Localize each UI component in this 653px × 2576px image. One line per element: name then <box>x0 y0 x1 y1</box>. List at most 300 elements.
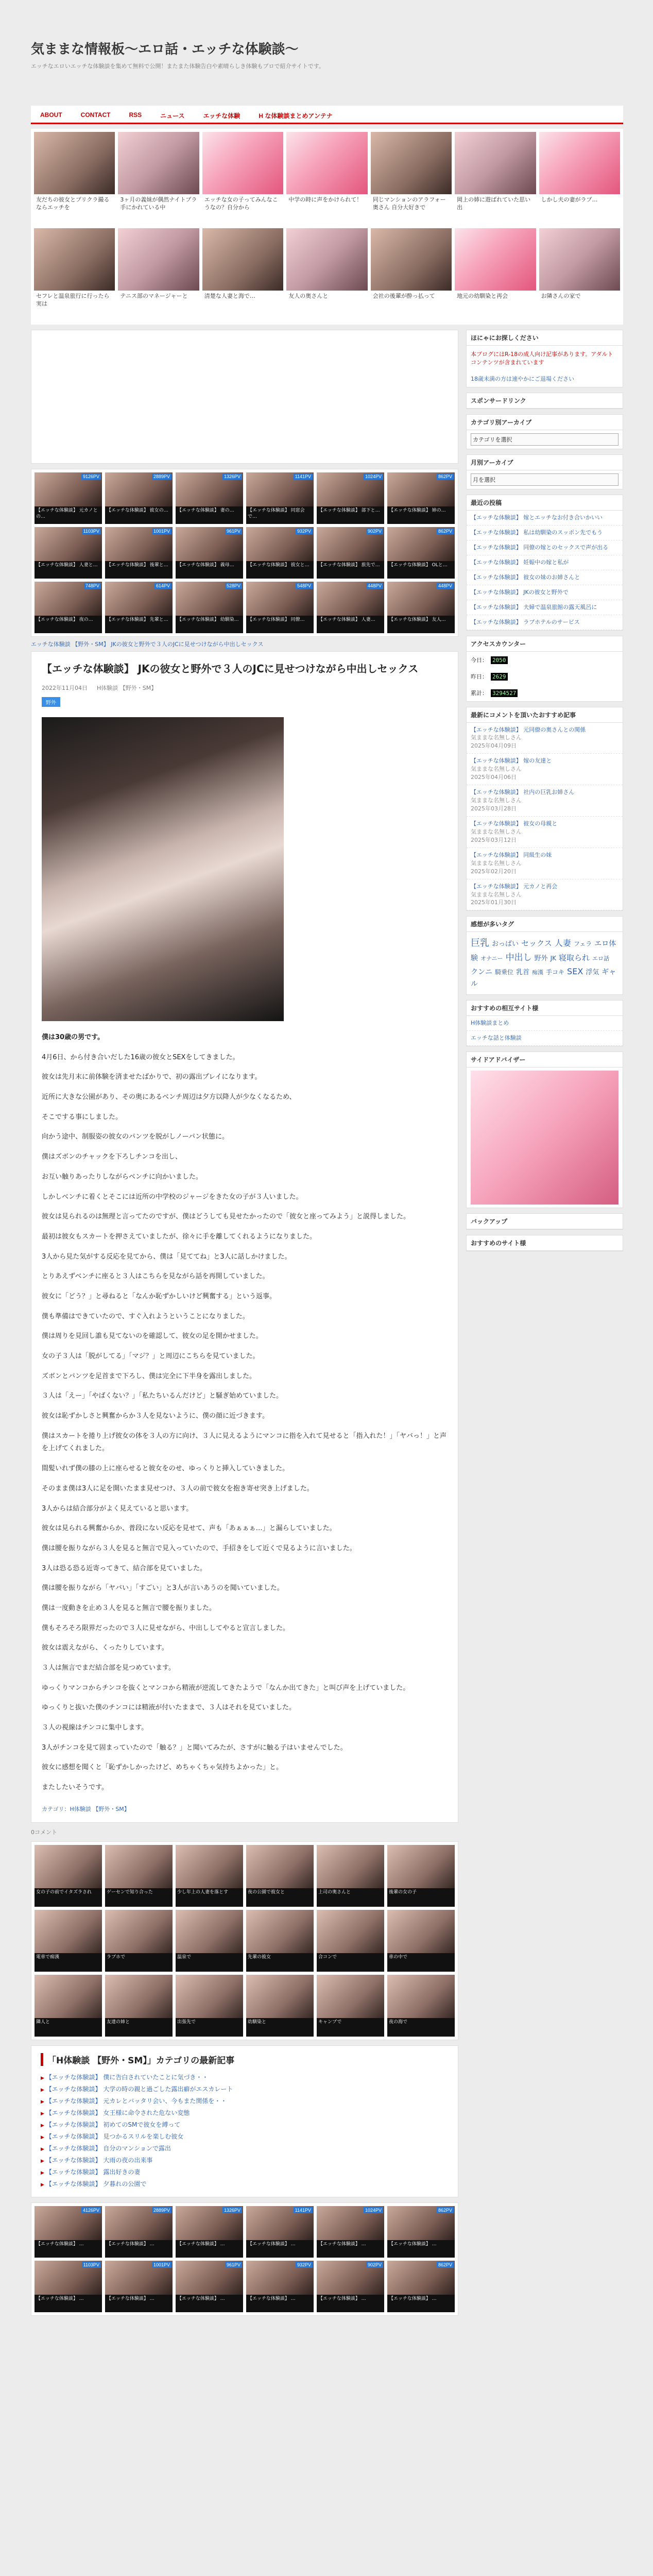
thumb-caption: 中学の時に声をかけられて！ <box>286 194 367 225</box>
pv-card[interactable] <box>176 527 243 579</box>
tag-link[interactable]: 乳首 <box>516 969 530 977</box>
related-card[interactable] <box>105 1975 173 2037</box>
tag-cloud <box>467 932 623 994</box>
pv-caption: 【エッチな体験談】 同僚… <box>246 616 314 633</box>
thumb-image <box>371 228 452 291</box>
pv-card[interactable] <box>35 2261 102 2312</box>
pv-badge: 2889PV <box>152 473 171 480</box>
nav-contact[interactable]: CONTACT <box>80 111 111 118</box>
thumb-image <box>286 132 367 194</box>
pv-card[interactable] <box>317 472 384 524</box>
article-paragraph: 彼女に「どう？」と尋ねると「なんか恥ずかしいけど興奮する」という返事。 <box>42 1292 277 1300</box>
comment-item[interactable] <box>467 785 623 817</box>
thumb-caption: お隣さんの家で <box>539 291 620 321</box>
recommended-link[interactable]: エッチな話と体験談 <box>467 1031 623 1046</box>
top-thumbnail-grid <box>31 129 623 325</box>
nav-news[interactable]: ニュース <box>160 112 185 120</box>
related-caption: 夜の海で <box>387 2018 455 2037</box>
top-thumb[interactable] <box>371 132 452 225</box>
top-thumb[interactable] <box>286 132 367 225</box>
article <box>31 651 458 1823</box>
comment-item[interactable] <box>467 723 623 754</box>
related-caption: 合コンで <box>317 1953 384 1972</box>
sidebar-recommended2 <box>466 1235 623 1251</box>
related-caption: 出張先で <box>176 2018 243 2037</box>
related-thumb-image <box>317 1910 384 1953</box>
thumb-image <box>455 132 536 194</box>
pv-badge: 1001PV <box>152 2262 171 2268</box>
article-paragraph: 4月6日、から付き合いだした16歳の彼女とSEXをしてきました。 <box>42 1053 239 1061</box>
tag-link[interactable]: エロ体験 <box>471 940 616 963</box>
pv-card[interactable] <box>317 2206 384 2258</box>
sidebar-notice-box <box>466 330 623 387</box>
comment-title[interactable]: 【エッチな体験談】 彼女の母親と <box>471 820 558 827</box>
pv-card[interactable] <box>35 472 102 524</box>
article-date: 2022年11月04日 <box>42 685 88 691</box>
article-paragraph: 彼女に感想を聞くと「恥ずかしかったけど、めちゃくちゃ気持ちよかった」と。 <box>42 1764 283 1772</box>
related-thumb-image <box>35 1845 102 1888</box>
related-thumb-image <box>387 1845 455 1888</box>
thumb-caption: テニス部のマネージャーと <box>118 291 199 321</box>
pv-caption: 【エッチな体験談】 … <box>176 2240 243 2258</box>
article-paragraph: 彼女は見られる興奮からか、普段にない反応を見せて、声も「あぁぁぁ…」と漏らしていました。 <box>42 1524 336 1533</box>
thumb-image <box>202 132 283 194</box>
article-paragraph: お互い触りあったりしながらベンチに向かいました。 <box>42 1173 202 1181</box>
pv-caption: 【エッチな体験談】 同窓会で… <box>246 506 314 524</box>
latest-item[interactable]: ▶ 【エッチな体験談】 露出好きの妻 <box>41 2166 449 2178</box>
pv-caption: 【エッチな体験談】 旅先で… <box>317 561 384 579</box>
tag-link[interactable]: 人妻 <box>554 938 571 948</box>
article-paragraph: 僕は一度動きを止め３人を見ると無言で腰を振りました。 <box>42 1604 216 1612</box>
pv-caption: 【エッチな体験談】 … <box>105 2240 173 2258</box>
pv-caption: 【エッチな体験談】 妻の… <box>176 506 243 524</box>
ad-area[interactable] <box>31 330 458 464</box>
thumb-image <box>539 228 620 291</box>
related-caption: ラブホで <box>105 1953 173 1972</box>
comment-author: 気ままな名無しさん <box>471 859 522 867</box>
comment-title[interactable]: 【エッチな体験談】 嫁の友達と <box>471 757 552 765</box>
pv-card[interactable] <box>176 2261 243 2312</box>
article-paragraph: 僕は腰を振りながら３人を見ると無言で見入っていたので、手招きをして近くで見るように言いました。 <box>42 1544 356 1552</box>
pv-card[interactable] <box>105 2261 173 2312</box>
article-paragraph: 僕も準備はできていたので、すぐ入れようということになりました。 <box>42 1312 249 1320</box>
tag-link[interactable]: 痴漢 <box>532 969 544 976</box>
pv-caption: 【エッチな体験談】 彼女と… <box>246 561 314 579</box>
counter-total-label: 累計： <box>471 689 488 697</box>
related-caption: ゲーセンで知り合った <box>105 1888 173 1907</box>
article-paragraph: 僕は30歳の男です。 <box>42 1033 105 1041</box>
pv-badge: 862PV <box>437 473 454 480</box>
article-paragraph: そこでする事にしました。 <box>42 1113 123 1121</box>
related-caption: 車の中で <box>387 1953 455 1972</box>
pv-card[interactable] <box>387 582 455 633</box>
article-category[interactable]: H体験談 【野外・SM】 <box>97 685 157 691</box>
tag-link[interactable]: 騎乗位 <box>495 969 514 976</box>
top-thumb[interactable] <box>371 228 452 321</box>
article-paragraph: ゆっくりと抜いた僕のチンコには精液が付いたままで、３人はそれを見ていました。 <box>42 1704 296 1712</box>
recommended-list <box>467 1016 623 1046</box>
pv-card[interactable] <box>35 2206 102 2258</box>
related-thumb-image <box>176 1975 243 2018</box>
thumb-caption: セフレと温泉旅行に行ったら実は <box>34 291 115 321</box>
sidebar-recent-title: 最近の投稿 <box>467 495 623 511</box>
comment-item[interactable] <box>467 754 623 785</box>
pv-caption: 【エッチな体験談】 … <box>317 2240 384 2258</box>
thumb-caption: 地元の幼馴染と再会 <box>455 291 536 321</box>
pv-card[interactable] <box>246 2206 314 2258</box>
related-card[interactable] <box>176 1910 243 1972</box>
category-select[interactable]: カテゴリを選択 <box>471 433 618 446</box>
sidebar-side-ad <box>466 1052 623 1208</box>
pv-caption: 【エッチな体験談】 … <box>387 2240 455 2258</box>
recent-post-link[interactable]: 【エッチな体験談】 彼女の妹のお姉さんと <box>467 570 623 585</box>
related-card[interactable] <box>35 1845 102 1907</box>
related-thumb-image <box>105 1910 173 1953</box>
comment-item[interactable] <box>467 848 623 879</box>
article-paragraph: ３人は無言でまだ結合部を見つめています。 <box>42 1664 175 1672</box>
tag-link[interactable]: エロ話 <box>592 955 610 962</box>
related-card[interactable] <box>176 1975 243 2037</box>
pv-card[interactable] <box>317 582 384 633</box>
pv-card[interactable] <box>105 527 173 579</box>
thumb-image <box>118 228 199 291</box>
top-thumb[interactable] <box>34 228 115 321</box>
related-caption: 隣人と <box>35 2018 102 2037</box>
article-tag[interactable]: 野外 <box>42 697 60 707</box>
pv-badge: 1001PV <box>152 528 171 534</box>
recent-post-link[interactable]: 【エッチな体験談】 夫婦で温泉旅館の露天風呂に <box>467 600 623 615</box>
tag-link[interactable]: JK <box>550 955 556 962</box>
article-paragraph: 3人からは結合部分がよく見えていると思います。 <box>42 1504 193 1513</box>
related-caption: 女の子の前でイタズラされ <box>35 1888 102 1907</box>
pv-card[interactable] <box>387 527 455 579</box>
side-ad-banner[interactable] <box>471 1071 618 1205</box>
comment-item[interactable] <box>467 817 623 848</box>
article-category-line[interactable]: カテゴリ：H体験談 【野外・SM】 <box>42 1805 130 1812</box>
top-thumb[interactable] <box>539 132 620 225</box>
related-card[interactable] <box>387 1975 455 2037</box>
article-body <box>42 1031 448 1794</box>
related-card[interactable] <box>176 1845 243 1907</box>
related-card[interactable] <box>105 1845 173 1907</box>
tag-link[interactable]: 巨乳 <box>471 938 489 949</box>
pv-caption: 【エッチな体験談】 夜の… <box>35 616 102 633</box>
related-grid <box>31 1841 458 2040</box>
latest-item[interactable]: ▶ 【エッチな体験談】 女王様に命令された危ない変態 <box>41 2107 449 2119</box>
thumb-caption: 友人の奥さんと <box>286 291 367 321</box>
related-thumb-image <box>35 1910 102 1953</box>
pv-badge: 862PV <box>437 528 454 534</box>
pv-caption: 【エッチな体験談】 OLと… <box>387 561 455 579</box>
top-thumb[interactable] <box>455 228 536 321</box>
related-card[interactable] <box>387 1845 455 1907</box>
pv-card[interactable] <box>176 472 243 524</box>
related-card[interactable] <box>246 1845 314 1907</box>
related-caption: 幼馴染と <box>246 2018 314 2037</box>
article-paragraph: 彼女は先月末に前体験を済ませたばかりで、初の露出プレイになります。 <box>42 1073 262 1081</box>
related-thumb-image <box>246 1975 314 2018</box>
top-thumb[interactable] <box>202 228 283 321</box>
top-thumb[interactable] <box>286 228 367 321</box>
site-header <box>31 39 623 70</box>
article-paragraph: 女の子３人は「脱がしてる」「マジ？」と周辺にこちらを見ていました。 <box>42 1352 260 1360</box>
pv-card[interactable] <box>246 472 314 524</box>
thumb-image <box>118 132 199 194</box>
sidebar <box>466 330 623 1257</box>
sidebar-month-archive <box>466 454 623 489</box>
article-hero-image <box>42 717 284 1021</box>
top-thumb[interactable] <box>34 132 115 225</box>
pv-card[interactable] <box>246 582 314 633</box>
pv-badge: 9126PV <box>81 473 101 480</box>
sidebar-backup-title: バックアップ <box>467 1214 623 1229</box>
tag-link[interactable]: 浮気 <box>586 969 599 977</box>
article-paragraph: 僕はズボンのチャックを下ろしチンコを出し、 <box>42 1153 182 1161</box>
sidebar-category-archive <box>466 414 623 449</box>
pv-caption: 【エッチな体験談】 幼馴染… <box>176 616 243 633</box>
related-card[interactable] <box>246 1910 314 1972</box>
related-caption: 電車で痴漢 <box>35 1953 102 1972</box>
tag-link[interactable]: 中出し <box>505 953 532 963</box>
pv-caption: 【エッチな体験談】 … <box>387 2295 455 2312</box>
pv-card[interactable] <box>35 582 102 633</box>
pv-ranking-grid <box>31 469 458 637</box>
comment-title[interactable]: 【エッチな体験談】 元同僚の奥さんとの関係 <box>471 726 586 733</box>
pv-card[interactable] <box>176 582 243 633</box>
pv-badge: 1141PV <box>294 473 313 480</box>
pv-badge: 748PV <box>84 583 101 589</box>
counter-yesterday-value: 2629 <box>491 673 508 681</box>
top-thumb[interactable] <box>539 228 620 321</box>
related-thumb-image <box>317 1975 384 2018</box>
tag-link[interactable]: 寝取られ <box>559 953 590 963</box>
pv-card[interactable] <box>317 527 384 579</box>
article-paragraph: 最初は彼女もスカートを押さえていましたが、徐々に手を離してくれるようになりました。 <box>42 1232 317 1241</box>
related-card[interactable] <box>246 1975 314 2037</box>
thumb-image <box>34 228 115 291</box>
article-paragraph: 彼女は震えながら、くったりしています。 <box>42 1644 168 1652</box>
article-paragraph: 3人がチンコを見て固まっていたので「触る？」と聞いてみたが、さすがに触る子はいませんでした。 <box>42 1743 347 1752</box>
comment-date: 2025年01月30日 <box>471 899 517 906</box>
pv-card[interactable] <box>387 2261 455 2312</box>
pv-card[interactable] <box>387 2206 455 2258</box>
sidebar-recommended-title: おすすめの相互サイト様 <box>467 1001 623 1016</box>
comment-date: 2025年04月06日 <box>471 774 517 781</box>
top-thumb[interactable] <box>202 132 283 225</box>
pv-caption: 【エッチな体験談】 先輩と… <box>105 616 173 633</box>
pv-card[interactable] <box>105 582 173 633</box>
article-paragraph: 3人は恐る恐る近寄ってきて、結合部を見ていました。 <box>42 1564 207 1572</box>
related-caption: 先輩の彼女 <box>246 1953 314 1972</box>
tag-link[interactable]: セックス <box>521 939 552 948</box>
tag-link[interactable]: 野外 <box>534 955 548 963</box>
tag-link[interactable]: フェラ <box>573 940 592 948</box>
pv-caption: 【エッチな体験談】 … <box>35 2295 102 2312</box>
related-card[interactable] <box>317 1975 384 2037</box>
article-title: 【エッチな体験談】 JKの彼女と野外で３人のJCに見せつけながら中出しセックス <box>42 663 419 675</box>
tag-link[interactable]: SEX <box>567 967 583 977</box>
breadcrumb[interactable]: エッチな体験談 【野外・SM】 JKの彼女と野外で３人のJCに見せつけながら中出しセックス <box>31 641 264 648</box>
latest-item[interactable]: ▶ 【エッチな体験談】 大雨の夜の出来事 <box>41 2154 449 2166</box>
pv-card[interactable] <box>35 527 102 579</box>
comment-date: 2025年03月12日 <box>471 836 517 843</box>
related-thumb-image <box>387 1910 455 1953</box>
counter-today-value: 2050 <box>491 656 508 664</box>
recent-post-link[interactable]: 【エッチな体験談】 JKの彼女と野外で <box>467 585 623 600</box>
sidebar-tags-title: 感想が多いタグ <box>467 917 623 932</box>
sidebar-age-link[interactable]: 18歳未満の方は速やかにご退場ください <box>471 376 574 382</box>
pv-badge: 1141PV <box>294 2207 313 2213</box>
thumb-image <box>371 132 452 194</box>
related-card[interactable] <box>317 1910 384 1972</box>
nav-rss[interactable]: RSS <box>129 111 142 118</box>
pv-badge: 1326PV <box>222 2207 242 2213</box>
comment-title[interactable]: 【エッチな体験談】 同級生の妹 <box>471 851 552 858</box>
sidebar-counter <box>466 636 623 702</box>
related-caption: 温泉で <box>176 1953 243 1972</box>
sidebar-comments-title: 最新にコメントを頂いたおすすめ記事 <box>467 707 623 723</box>
article-paragraph: 彼女は恥ずかしさと興奮からか３人を見ないように、僕の顔に近づきます。 <box>42 1412 269 1420</box>
pv-caption: 【エッチな体験談】 … <box>35 2240 102 2258</box>
comment-title[interactable]: 【エッチな体験談】 社内の巨乳お姉さん <box>471 789 575 796</box>
recent-list <box>467 511 623 630</box>
nav-antenna[interactable]: H な体験談まとめアンテナ <box>259 112 333 120</box>
recent-post-link[interactable]: 【エッチな体験談】 ラブホテルのサービス <box>467 615 623 630</box>
pv-badge: 932PV <box>296 2262 313 2268</box>
site-title[interactable]: 気ままな情報板〜エロ話・エッチな体験談〜 <box>31 42 299 57</box>
related-card[interactable] <box>105 1910 173 1972</box>
comment-author: 気ままな名無しさん <box>471 891 522 898</box>
sidebar-search-title: ほにゃにお探しください <box>467 330 623 346</box>
related-caption: 少し年上の人妻を落とす <box>176 1888 243 1907</box>
related-thumb-image <box>176 1910 243 1953</box>
related-caption: 後輩の女の子 <box>387 1888 455 1907</box>
pv-card[interactable] <box>176 2206 243 2258</box>
tag-link[interactable]: おっぱい <box>492 940 519 948</box>
pv-caption: 【エッチな体験談】 義母… <box>176 561 243 579</box>
latest-item[interactable]: ▶ 【エッチな体験談】 夕暮れの公園で <box>41 2178 449 2190</box>
thumb-caption: 3ヶ月の義妹が偶然ナイトブラ手にかれている中 <box>118 194 199 225</box>
top-thumb[interactable] <box>455 132 536 225</box>
latest-item[interactable]: ▶ 【エッチな体験談】 大学の時の親と過ごした露出癖がエスカレート <box>41 2083 449 2095</box>
latest-item[interactable]: ▶ 【エッチな体験談】 元カレとバッタリ会い、今もまた関係を・・ <box>41 2095 449 2107</box>
comment-title[interactable]: 【エッチな体験談】 元カノと再会 <box>471 883 558 890</box>
related-caption: 上司の奥さんと <box>317 1888 384 1907</box>
related-card[interactable] <box>387 1910 455 1972</box>
related-caption: 友達の姉と <box>105 2018 173 2037</box>
month-select[interactable]: 月を選択 <box>471 473 618 486</box>
pv-card[interactable] <box>246 2261 314 2312</box>
thumb-caption: 清楚な人妻と海で… <box>202 291 283 321</box>
tag-link[interactable]: ギャル <box>471 968 616 989</box>
article-paragraph: ゆっくりマンコからチンコを抜くとマンコから精液が逆流してきたようで「なんか出てきた」と叫び声を上げていました。 <box>42 1684 410 1692</box>
latest-item[interactable]: ▶ 【エッチな体験談】 初めてのSMで彼女を縛って <box>41 2119 449 2130</box>
recommended-link[interactable]: H体験談まとめ <box>467 1016 623 1031</box>
pv-card[interactable] <box>105 2206 173 2258</box>
sidebar-side-ad-title: サイドアドバイザー <box>467 1052 623 1067</box>
recent-post-link[interactable]: 【エッチな体験談】 妊娠中の嫁と私が <box>467 555 623 570</box>
nav-about[interactable]: ABOUT <box>40 111 62 118</box>
recent-post-link[interactable]: 【エッチな体験談】 嫁とエッチなお付き合いかいい <box>467 511 623 526</box>
article-paragraph: 僕は腰を振りながら「ヤバい」「すごい」と3人が言いあうのを聞いていました。 <box>42 1584 284 1592</box>
article-paragraph: 3人から見た気がする反応を見てから、僕は「見ててね」と3人に話しかけました。 <box>42 1252 291 1261</box>
sidebar-category-title: カテゴリ別アーカイブ <box>467 415 623 430</box>
tag-link[interactable]: クンニ <box>471 968 492 977</box>
thumb-image <box>202 228 283 291</box>
pv-caption: 【エッチな体験談】 … <box>105 2295 173 2312</box>
related-card[interactable] <box>35 1975 102 2037</box>
related-caption: キャンプで <box>317 2018 384 2037</box>
latest-item[interactable]: ▶ 【エッチな体験談】 自分のマンションで露出 <box>41 2142 449 2154</box>
article-paragraph: そのまま僕は3人に足を開いたまま見せつけ、３人の前で彼女を抱き寄せ突き上げました。 <box>42 1484 314 1493</box>
thumb-caption: 友だちの彼女とプリクラ撮るならエッチを <box>34 194 115 225</box>
article-paragraph: 彼女は見られるのは無理と言ってたのですが、僕はどうしても見せたかったので「彼女と座ってみよう」と説得しました。 <box>42 1213 410 1221</box>
pv-badge: 548PV <box>296 583 313 589</box>
sidebar-recommended2-title: おすすめのサイト様 <box>467 1235 623 1251</box>
article-paragraph: 向かう途中、制服姿の彼女のパンツを脱がしノーパン状態に。 <box>42 1133 229 1141</box>
related-card[interactable] <box>35 1910 102 1972</box>
comment-author: 気ままな名無しさん <box>471 734 522 741</box>
nav-experience[interactable]: エッチな体験 <box>203 112 240 120</box>
main-column <box>31 330 458 2316</box>
pv-badge: 862PV <box>437 2262 454 2268</box>
comment-date: 2025年04月09日 <box>471 742 517 750</box>
counter-yesterday-label: 昨日： <box>471 673 488 680</box>
article-paragraph: 僕は周りを見回し誰も見てないのを確認して、彼女の足を開かせました。 <box>42 1332 263 1341</box>
pv-card[interactable] <box>246 527 314 579</box>
article-paragraph: またしたいそうです。 <box>42 1784 108 1792</box>
comment-date: 2025年03月28日 <box>471 805 517 812</box>
pv-caption: 【エッチな体験談】 友人… <box>387 616 455 633</box>
article-paragraph: しかしベンチに着くとそこには近所の中学校のジャージをきた女の子が３人いました。 <box>42 1193 303 1201</box>
pv-caption: 【エッチな体験談】 人妻… <box>317 616 384 633</box>
top-thumb[interactable] <box>118 132 199 225</box>
pv-badge: 902PV <box>366 2262 383 2268</box>
pv-caption: 【エッチな体験談】 … <box>176 2295 243 2312</box>
comment-date: 2025年02月20日 <box>471 868 517 875</box>
pv-card[interactable] <box>387 472 455 524</box>
top-thumb[interactable] <box>118 228 199 321</box>
thumb-caption: しかし夫の妻がラブ… <box>539 194 620 225</box>
related-caption: 夜の公園で彼女と <box>246 1888 314 1907</box>
article-paragraph: とりあえずベンチに座ると３人はこちらを見ながら話を再開していました。 <box>42 1273 269 1281</box>
related-card[interactable] <box>317 1845 384 1907</box>
latest-item[interactable]: ▶ 【エッチな体験談】 僕に告白されていたことに気づき・・ <box>41 2071 449 2083</box>
sidebar-recommended <box>466 1000 623 1046</box>
tag-link[interactable]: 手コキ <box>546 969 565 976</box>
article-paragraph: ３人の視線はチンコに集中します。 <box>42 1724 148 1732</box>
recent-post-link[interactable]: 【エッチな体験談】 同僚の嫁とのセックスで声が出る <box>467 540 623 555</box>
latest-item[interactable]: ▶ 【エッチな体験談】 見つかるスリルを楽しむ彼女 <box>41 2130 449 2142</box>
related-thumb-image <box>105 1975 173 2018</box>
counter-today <box>467 652 623 668</box>
article-paragraph: 近所に大きな公園があり、その奥にあるベンチ周辺は夕方以降人が少なくなるため、 <box>42 1093 296 1101</box>
comment-item[interactable] <box>467 879 623 911</box>
recent-post-link[interactable]: 【エッチな体験談】 私は幼馴染のスッポン先でもう <box>467 526 623 540</box>
pv-badge: 528PV <box>225 583 242 589</box>
pv-caption: 【エッチな体験談】 … <box>317 2295 384 2312</box>
comments-count[interactable]: 0コメント <box>31 1828 57 1836</box>
tag-link[interactable]: オナニー <box>480 955 503 962</box>
article-paragraph: 僕はスカートを捲り上げ彼女の体を３人の方に向け、３人に見えるようにマンコに指を入れて見せると「指入れた！」「ヤバっ！」と声を上げてくれました。 <box>42 1432 446 1453</box>
site-description: エッチなエロいエッチな体験談を集めて無料で公開！またまた体験告白や素晴らしき体験もブロで紹介サイトです。 <box>31 63 324 70</box>
latest-in-category <box>31 2045 458 2197</box>
sidebar-counter-title: アクセスカウンター <box>467 636 623 652</box>
pv-caption: 【エッチな体験談】 彼女の… <box>105 506 173 524</box>
pv-card[interactable] <box>317 2261 384 2312</box>
pv-card[interactable] <box>105 472 173 524</box>
thumb-image <box>455 228 536 291</box>
